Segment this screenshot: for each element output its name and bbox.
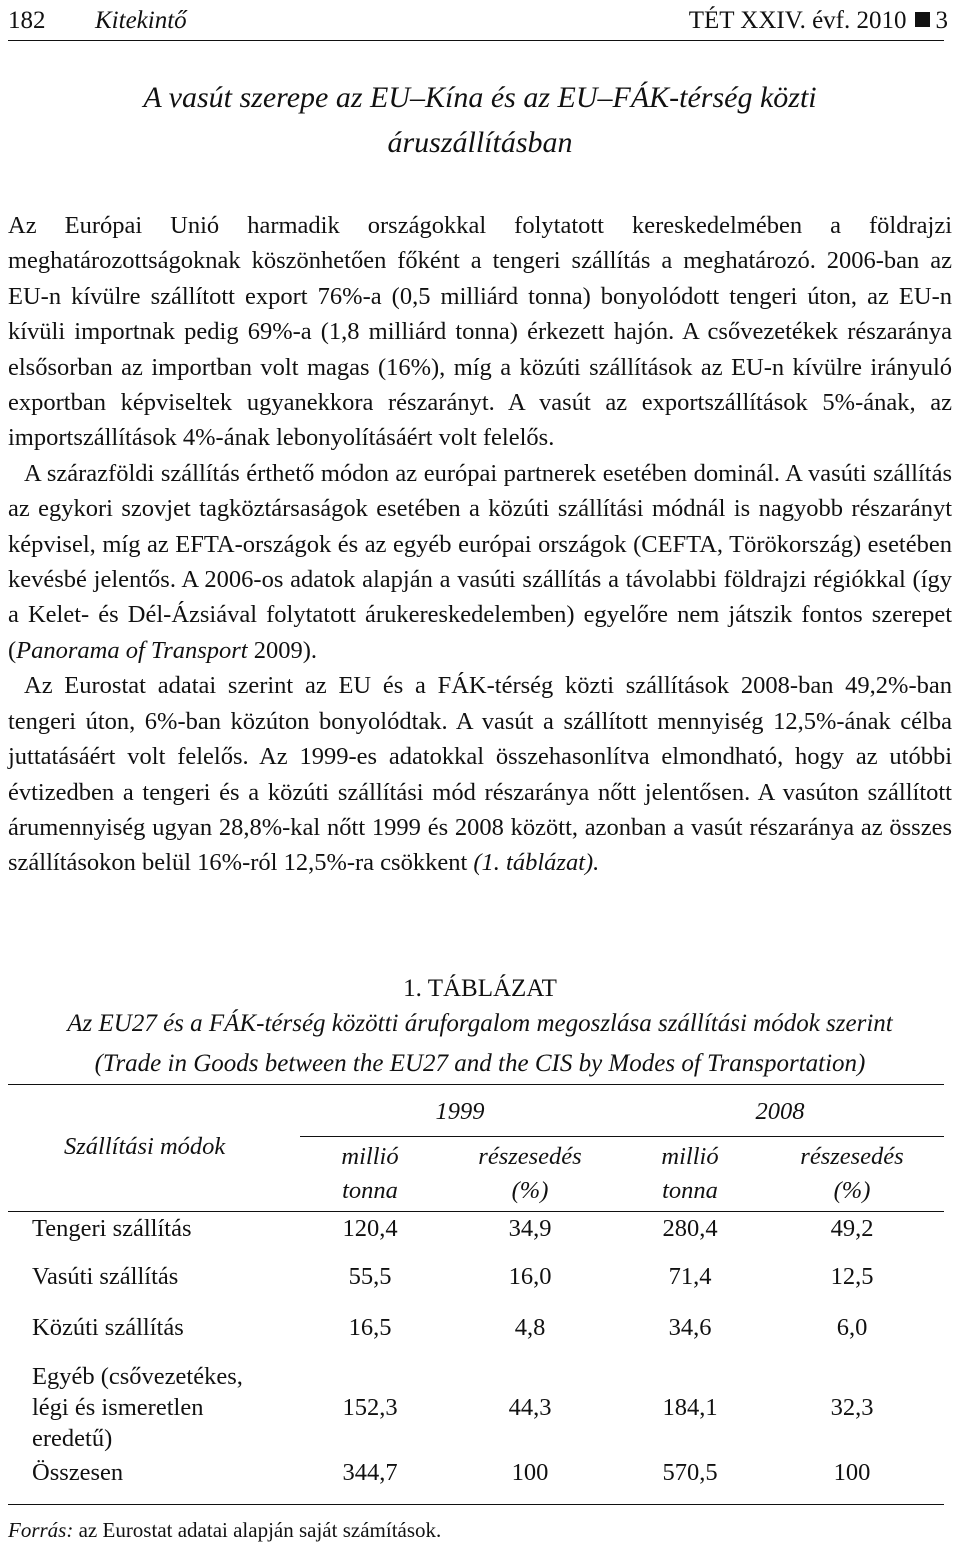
issue-number: 3 bbox=[935, 7, 948, 34]
cell-total-1999-volume: 344,7 bbox=[342, 1459, 398, 1486]
table-source bbox=[8, 1516, 441, 1544]
table-title-en: (Trade in Goods between the EU27 and the CIS by Modes of Transportation) bbox=[94, 1050, 866, 1077]
row-label-other-l1: Egyéb (csővezetékes, bbox=[32, 1363, 243, 1390]
section-name: Kitekintő bbox=[95, 7, 187, 34]
cell-road-1999-share: 4,8 bbox=[514, 1314, 546, 1341]
table-year-rule bbox=[300, 1136, 944, 1137]
row-label-sea: Tengeri szállítás bbox=[32, 1215, 192, 1242]
table-label: 1. TÁBLÁZAT bbox=[403, 975, 557, 1002]
paragraph-2 bbox=[8, 456, 952, 668]
cell-road-1999-volume: 16,5 bbox=[348, 1314, 392, 1341]
cell-rail-2008-share: 12,5 bbox=[830, 1263, 874, 1290]
row-label-other-l2: légi és ismeretlen bbox=[32, 1394, 204, 1421]
table-reference: (1. táblázat). bbox=[473, 849, 600, 877]
cell-other-2008-volume: 184,1 bbox=[662, 1394, 718, 1421]
year-1999: 1999 bbox=[435, 1098, 485, 1125]
table-title-hu: Az EU27 és a FÁK-térség közötti áruforgalom megoszlása szállítási módok szerint bbox=[67, 1010, 893, 1037]
col-share-1999-l1: részesedés bbox=[478, 1143, 582, 1170]
cell-sea-2008-share: 49,2 bbox=[830, 1215, 874, 1242]
row-label-road: Közúti szállítás bbox=[32, 1314, 184, 1341]
cell-total-2008-share: 100 bbox=[833, 1459, 871, 1486]
running-header bbox=[8, 4, 948, 38]
article-body bbox=[8, 208, 952, 881]
cell-other-2008-share: 32,3 bbox=[830, 1394, 874, 1421]
cell-rail-1999-share: 16,0 bbox=[508, 1263, 552, 1290]
table-bottom-rule bbox=[8, 1504, 944, 1505]
cell-other-1999-share: 44,3 bbox=[508, 1394, 552, 1421]
cell-sea-1999-volume: 120,4 bbox=[342, 1215, 398, 1242]
header-rule bbox=[8, 40, 944, 41]
cell-rail-2008-volume: 71,4 bbox=[668, 1263, 712, 1290]
row-label-total: Összesen bbox=[32, 1459, 124, 1486]
paragraph-3 bbox=[8, 668, 952, 880]
cell-sea-1999-share: 34,9 bbox=[508, 1215, 552, 1242]
col-share-2008-l2: (%) bbox=[833, 1177, 871, 1204]
col-volume-2008-l2: tonna bbox=[662, 1177, 718, 1204]
cell-total-1999-share: 100 bbox=[511, 1459, 549, 1486]
col-volume-2008-l1: millió bbox=[661, 1143, 719, 1170]
row-label-other-l3: eredetű) bbox=[32, 1425, 113, 1452]
col-volume-1999-l1: millió bbox=[341, 1143, 399, 1170]
journal-title: TÉT XXIV. évf. 2010 bbox=[688, 7, 907, 34]
cell-rail-1999-volume: 55,5 bbox=[348, 1263, 392, 1290]
source-label: Forrás: bbox=[8, 1518, 74, 1542]
stub-header: Szállítási módok bbox=[64, 1133, 226, 1160]
cell-total-2008-volume: 570,5 bbox=[662, 1459, 718, 1486]
article-title-line-1: A vasút szerepe az EU–Kína és az EU–FÁK-térség közti bbox=[143, 81, 817, 114]
col-share-1999-l2: (%) bbox=[511, 1177, 549, 1204]
journal-info bbox=[689, 4, 948, 38]
year-2008: 2008 bbox=[755, 1098, 805, 1125]
cell-road-2008-share: 6,0 bbox=[836, 1314, 868, 1341]
cell-sea-2008-volume: 280,4 bbox=[662, 1215, 718, 1242]
article-title bbox=[60, 75, 900, 165]
cell-road-2008-volume: 34,6 bbox=[668, 1314, 712, 1341]
article-title-line-2: áruszállításban bbox=[387, 126, 573, 159]
col-share-2008-l1: részesedés bbox=[800, 1143, 904, 1170]
citation-title: Panorama of Transport bbox=[16, 636, 248, 664]
paragraph-2-end: 2009). bbox=[247, 636, 318, 664]
page-number: 182 bbox=[8, 7, 46, 34]
table-top-rule bbox=[8, 1084, 944, 1085]
paragraph-3-text: Az Eurostat adatai szerint az EU és a FÁK-térség közti szállítások 2008-ban 49,2%-ban tengeri úton, 6%-ban közúton bonyolódtak. A vasút a szállított mennyiség 12,5%-ának célba juttatásáért volt felelős. Az 1999-es adatokkal összehasonlítva elmondható, hogy az utóbbi évtizedben a tengeri és a közúti szállítási mód részaránya nőtt jelentősen. A vasúton szállított árumennyiség ugyan 28,8%-kal nőtt 1999 és 2008 között, azonban a vasút részaránya az összes szállításokon belül 16%-ról 12,5%-ra csökkent bbox=[8, 672, 952, 877]
cell-other-1999-volume: 152,3 bbox=[342, 1394, 398, 1421]
paragraph-2-text: A szárazföldi szállítás érthető módon az európai partnerek esetében dominál. A vasúti szállítás az egykori szovjet tagköztársaságok esetében a közúti szállítási módnál is nagyobb részarányt képvisel, míg az EFTA-országok és az egyéb európai országok (CEFTA, Törökország) esetében kevésbé jelentős. A 2006-os adatok alapján a vasúti szállítás a távolabbi földrajzi régiókkal (így a Kelet- és Dél-Ázsiával folytatott árukereskedelemben) egyelőre nem játszik fontos szerepet ( bbox=[8, 459, 952, 664]
col-volume-1999-l2: tonna bbox=[342, 1177, 398, 1204]
square-bullet-icon bbox=[915, 12, 930, 27]
paragraph-1: Az Európai Unió harmadik országokkal folytatott kereskedelmében a földrajzi meghatározottságoknak köszönhetően főként a tengeri szállítás a meghatározó. 2006-ban az EU-n kívülre szállított export 76%-a (0,5 milliárd tonna) bonyolódott tengeri úton, az EU-n kívüli importnak pedig 69%-a (1,8 milliárd tonna) érkezett hajón. A csővezetékek részaránya elsősorban az importban volt magas (16%), míg a közúti szállítások az EU-n kívülre irányuló exportban képviseltek ugyanekkora részarányt. A vasút az exportszállítások 5%-ának, az importszállítások 4%-ának lebonyolításáért volt felelős. bbox=[8, 212, 952, 452]
row-label-rail: Vasúti szállítás bbox=[32, 1263, 179, 1290]
source-text: az Eurostat adatai alapján saját számítások. bbox=[78, 1518, 442, 1542]
